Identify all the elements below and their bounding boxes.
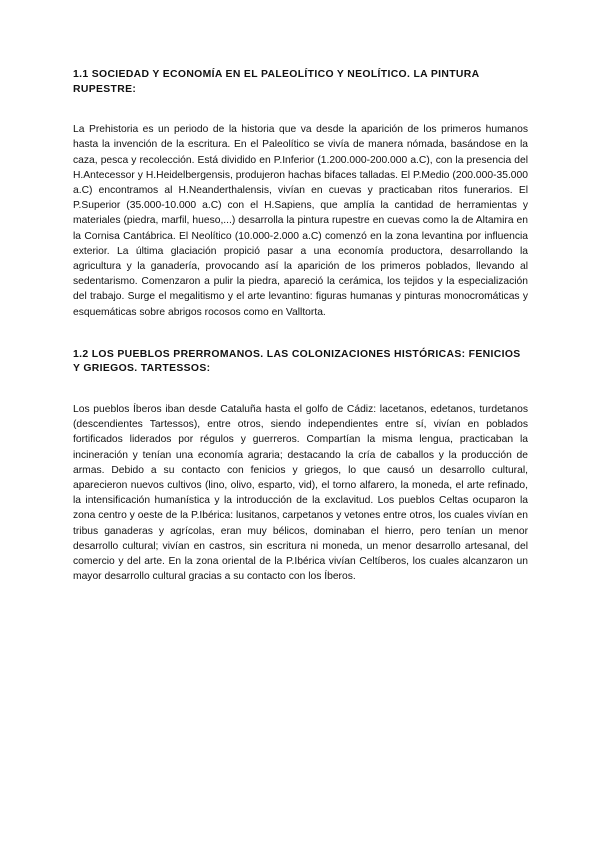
document-page	[73, 68, 528, 584]
section-pueblos-prerromanos	[73, 348, 528, 585]
section-heading: 1.2 LOS PUEBLOS PRERROMANOS. LAS COLONIZACIONES HISTÓRICAS: FENICIOS Y GRIEGOS. TARTESSOS:	[73, 348, 521, 375]
section-body: La Prehistoria es un periodo de la historia que va desde la aparición de los primeros humanos hasta la invención de la escritura. En el Paleolítico se vivía de manera nómada, basándose en la caza, pesca y recolección. Está dividido en P.Inferior (1.200.000-200.000 a.C), con la presencia del H.Antecessor y H.Heidelbergensis, produjeron hachas bifaces talladas. El P.Medio (200.000-35.000 a.C) encontramos al H.Neanderthalensis, vivían en cuevas y practicaban ritos funerarios. El P.Superior (35.000-10.000 a.C) con el H.Sapiens, que amplía la cantidad de herramientas y materiales (piedra, marfil, hueso,...) desarrolla la pintura rupestre en cuevas como la de Altamira en la Cornisa Cantábrica. El Neolítico (10.000-2.000 a.C) comenzó en la zona levantina por influencia exterior. La última glaciación propició pasar a una economía productora, desarrollando la agricultura y la ganadería, provocando así la aparición de los primeros poblados, llevando al sedentarismo. Comenzaron a pulir la piedra, apareció la cerámica, los tejidos y la especialización del trabajo. Surge el megalitismo y el arte levantino: figuras humanas y pinturas monocromáticas y esquemáticas sobre abrigos rocosos como en Valltorta.	[73, 124, 528, 318]
section-heading: 1.1 SOCIEDAD Y ECONOMÍA EN EL PALEOLÍTICO Y NEOLÍTICO. LA PINTURA RUPESTRE:	[73, 69, 480, 95]
section-paleolitico-neolitico	[73, 68, 528, 320]
section-body: Los pueblos Íberos iban desde Cataluña hasta el golfo de Cádiz: lacetanos, edetanos, turdetanos (descendientes Tartessos), entre otros, siendo independientes entre sí, vivían en poblados fortificados liderados por régulos y guerreros. Compartían la misma lengua, practicaban la incineración y tenían una economía agraria; destacando la cría de caballos y la producción de armas. Debido a su contacto con fenicios y griegos, lo que causó un desarrollo cultural, aparecieron nuevos cultivos (lino, olivo, esparto, vid), el torno alfarero, la moneda, el arte refinado, la intensificación humanística y la introducción de la exclavitud. Los pueblos Celtas ocuparon la zona centro y oeste de la P.Ibérica: lusitanos, carpetanos y vetones entre otros, los cuales vivían en tribus ganaderas y agrícolas, eran muy bélicos, dominaban el hierro, pero tenían un menor desarrollo cultural; vivían en castros, sin escritura ni moneda, un menor desarrollo artesanal, del comercio y del arte. En la zona oriental de la P.Ibérica vivían Celtíberos, los cuales alcanzaron un mayor desarrollo cultural gracias a su contacto con los Íberos.	[73, 404, 528, 583]
